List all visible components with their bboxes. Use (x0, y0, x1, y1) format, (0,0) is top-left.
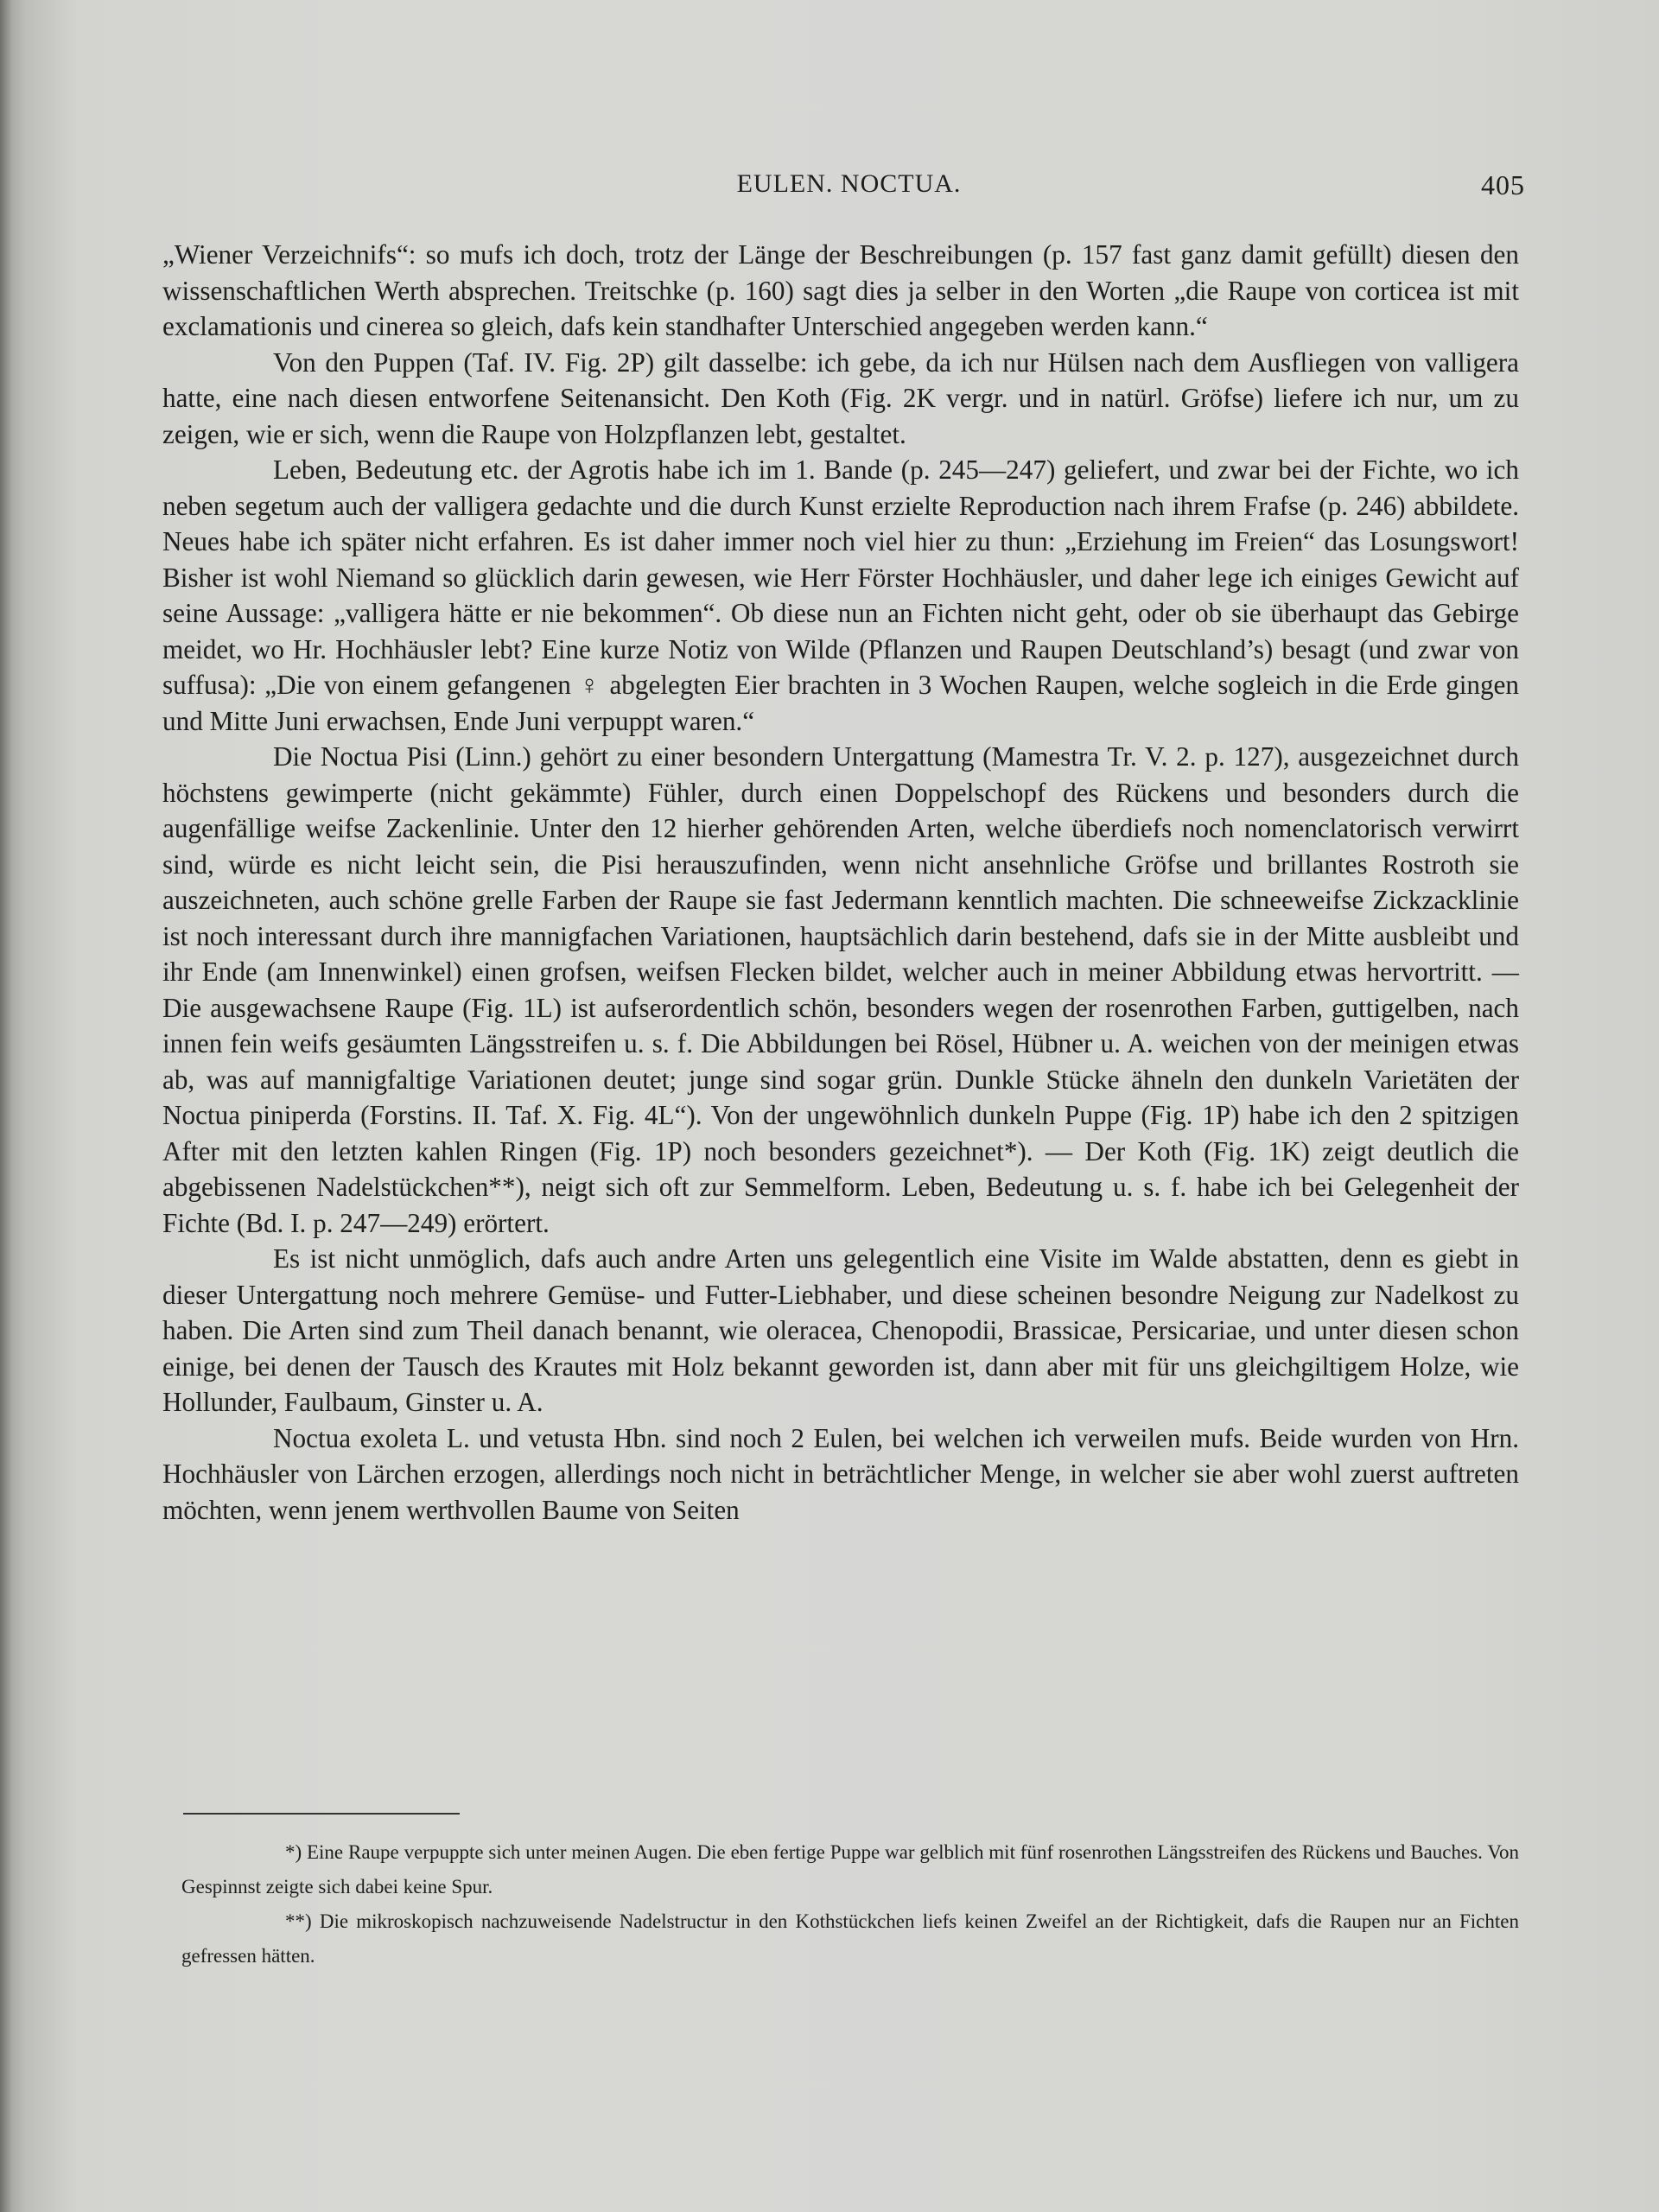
paragraph-3: Leben, Bedeutung etc. der Agrotis habe ich im 1. Bande (p. 245—247) geliefert, und zwar bei der Fichte, wo ich neben segetum auch der valligera gedachte und die durch Kunst erzielte Reproduction nach ihrem Frafse (p. 246) abbildete. Neues habe ich später nicht erfahren. Es ist daher immer noch viel hier zu thun: „Erziehung im Freien“ das Losungswort! Bisher ist wohl Niemand so glücklich darin gewesen, wie Herr Förster Hochhäusler, und daher lege ich einiges Gewicht auf seine Aussage: „valligera hätte er nie bekommen“. Ob diese nun an Fichten nicht geht, oder ob sie überhaupt das Gebirge meidet, wo Hr. Hochhäusler lebt? Eine kurze Notiz von Wilde (Pflanzen und Raupen Deutschland’s) besagt (und zwar von suffusa): „Die von einem gefangenen ♀ abgelegten Eier brachten in 3 Wochen Raupen, welche sogleich in die Erde gingen und Mitte Juni erwachsen, Ende Juni verpuppt waren.“ (162, 454, 1519, 736)
footnote-separator (183, 1813, 460, 1815)
footnotes (181, 1835, 1519, 1974)
footnote-1: *) Eine Raupe verpuppte sich unter meinen Augen. Die eben fertige Puppe war gelblich mit fünf rosenrothen Längsstreifen des Rückens und Bauches. Von Gespinnst zeigte sich dabei keine Spur. (181, 1841, 1519, 1897)
running-title: EULEN. NOCTUA. (736, 169, 962, 198)
main-text (162, 237, 1519, 1528)
footnote-2: **) Die mikroskopisch nachzuweisende Nadelstructur in den Kothstückchen liefs keinen Zweifel an der Richtigkeit, dafs die Raupen nur an Fichten gefressen hätten. (181, 1910, 1519, 1967)
paragraph-5: Es ist nicht unmöglich, dafs auch andre Arten uns gelegentlich eine Visite im Walde abstatten, denn es giebt in dieser Untergattung noch mehrere Gemüse- und Futter-Liebhaber, und diese scheinen besondre Neigung zur Nadelkost zu haben. Die Arten sind zum Theil danach benannt, wie oleracea, Chenopodii, Brassicae, Persicariae, und unter diesen schon einige, bei denen der Tausch des Krautes mit Holz bekannt geworden ist, dann aber mit für uns gleichgiltigem Holze, wie Hollunder, Faulbaum, Ginster u. A. (162, 1243, 1519, 1417)
paragraph-6: Noctua exoleta L. und vetusta Hbn. sind noch 2 Eulen, bei welchen ich verweilen mufs. Beide wurden von Hrn. Hochhäusler von Lärchen erzogen, allerdings noch nicht in beträchtlicher Menge, in welcher sie aber wohl zuerst auftreten möchten, wenn jenem werthvollen Baume von Seiten (162, 1422, 1519, 1525)
paragraph-4: Die Noctua Pisi (Linn.) gehört zu einer besondern Untergattung (Mamestra Tr. V. 2. p. 127), ausgezeichnet durch höchstens gewimperte (nicht gekämmte) Fühler, durch einen Doppelschopf des Rückens und besonders durch die augenfällige weifse Zackenlinie. Unter den 12 hierher gehörenden Arten, welche überdiefs noch nomenclatorisch verwirrt sind, würde es nicht leicht sein, die Pisi herauszufinden, wenn nicht ansehnliche Gröfse und brillantes Rostroth sie auszeichneten, auch schöne grelle Farben der Raupe sie fast Jedermann kenntlich machten. Die schneeweifse Zickzacklinie ist noch interessant durch ihre mannigfachen Variationen, hauptsächlich darin bestehend, dafs sie in der Mitte ausbleibt und ihr Ende (am Innenwinkel) einen grofsen, weifsen Flecken bildet, welcher auch in meiner Abbildung etwas hervortritt. — Die ausgewachsene Raupe (Fig. 1L) ist aufserordentlich schön, besonders wegen der rosenrothen Farben, guttigelben, nach innen fein weifs gesäumten Längsstreifen u. s. f. Die Abbildungen bei Rösel, Hübner u. A. weichen von der meinigen etwas ab, was auf mannigfaltige Variationen deutet; junge sind sogar grün. Dunkle Stücke ähneln den dunkeln Varietäten der Noctua piniperda (Forstins. II. Taf. X. Fig. 4L“). Von der ungewöhnlich dunkeln Puppe (Fig. 1P) habe ich den 2 spitzigen After mit den letzten kahlen Ringen (Fig. 1P) noch besonders gezeichnet*). — Der Koth (Fig. 1K) zeigt deutlich die abgebissenen Nadelstückchen**), neigt sich oft zur Semmelform. Leben, Bedeutung u. s. f. habe ich bei Gelegenheit der Fichte (Bd. I. p. 247—249) erörtert. (162, 741, 1519, 1238)
page-number: 405 (1481, 169, 1525, 200)
page-edge-shadow (0, 0, 12, 2212)
page-header (173, 169, 1525, 204)
paragraph-1: „Wiener Verzeichnifs“: so mufs ich doch, trotz der Länge der Beschreibungen (p. 157 fast ganz damit gefüllt) diesen den wissenschaftlichen Werth absprechen. Treitschke (p. 160) sagt dies ja selber in den Worten „die Raupe von corticea ist mit exclamationis und cinerea so gleich, dafs kein standhafter Unterschied angegeben werden kann.“ (162, 239, 1519, 341)
paragraph-2: Von den Puppen (Taf. IV. Fig. 2P) gilt dasselbe: ich gebe, da ich nur Hülsen nach dem Ausfliegen von valligera hatte, eine nach diesen entworfene Seitenansicht. Den Koth (Fig. 2K vergr. und in natürl. Gröfse) liefere ich nur, um zu zeigen, wie er sich, wenn die Raupe von Holzpflanzen lebt, gestaltet. (162, 346, 1519, 449)
